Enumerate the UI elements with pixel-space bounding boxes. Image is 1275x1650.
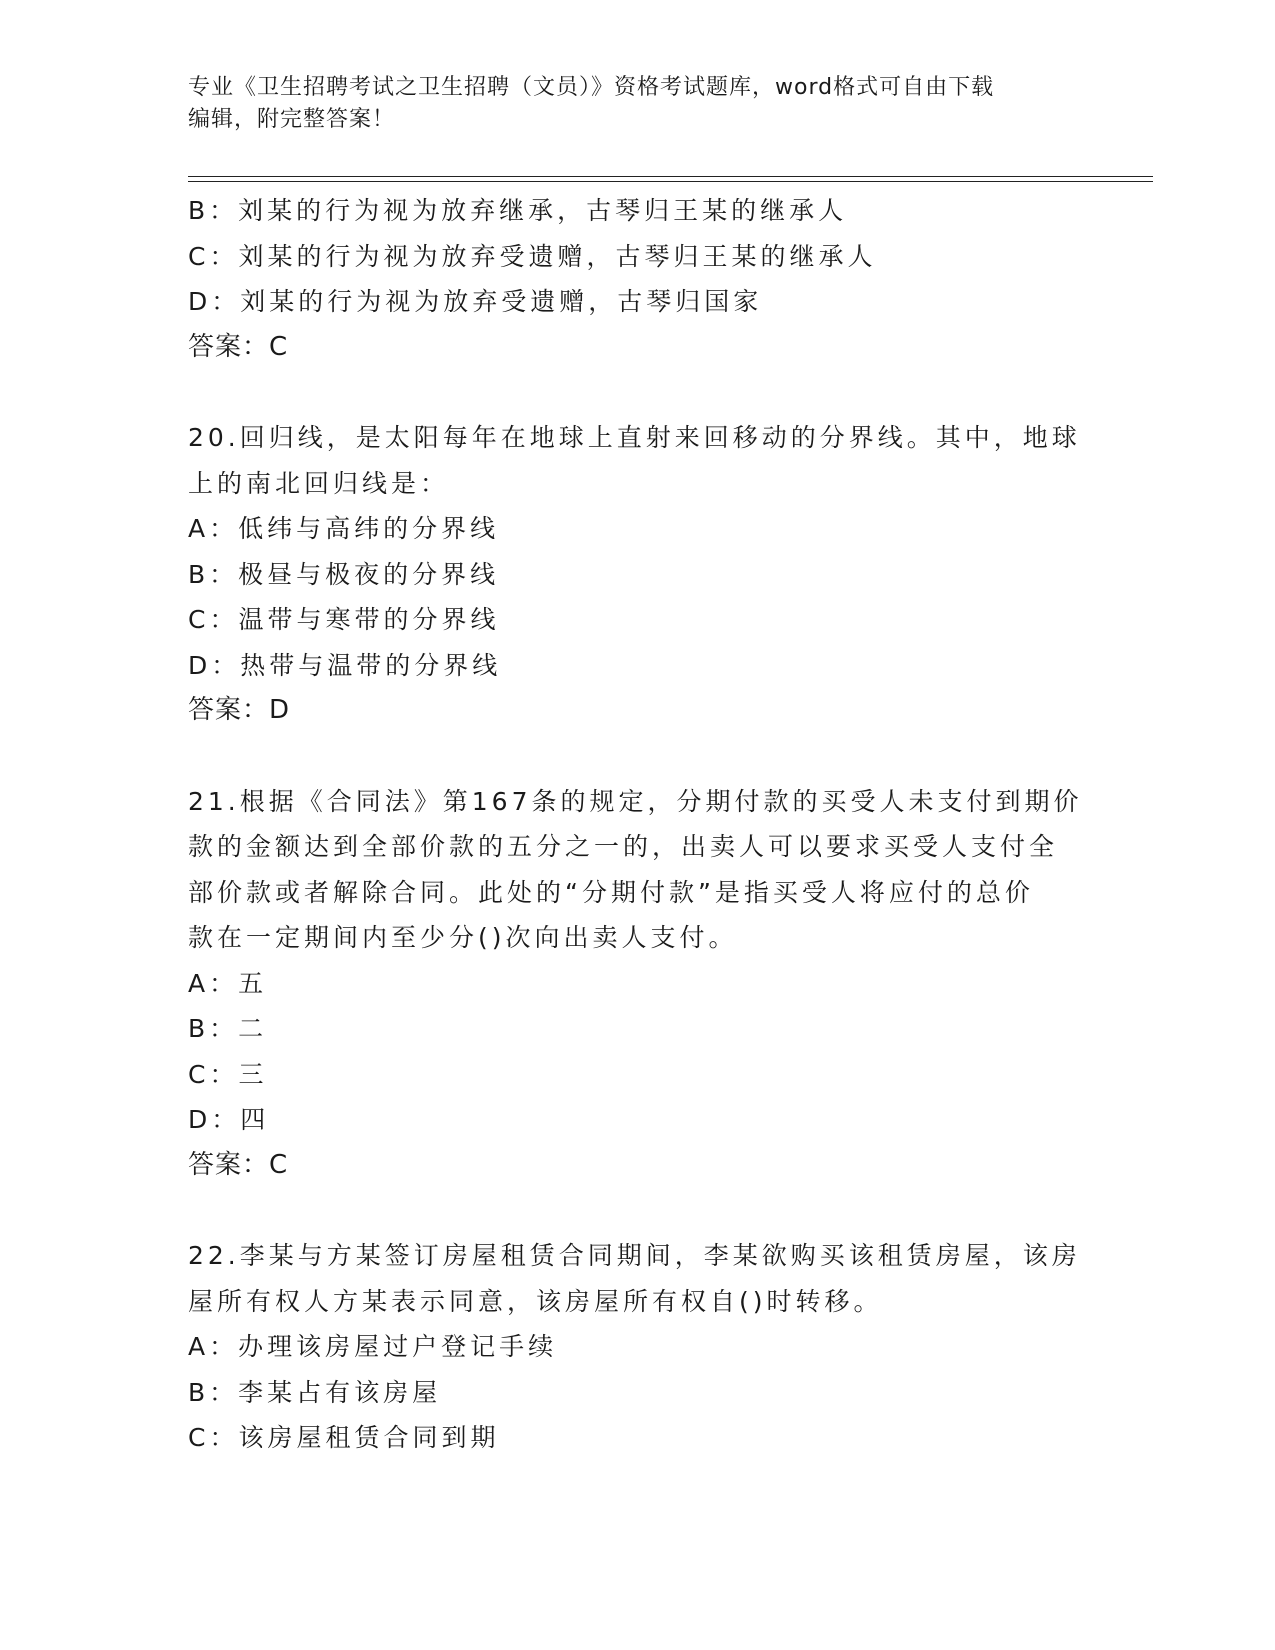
- spacer: [188, 370, 1088, 415]
- option-a: A：低纬与高纬的分界线: [188, 514, 500, 543]
- option-c: C：三: [188, 1059, 268, 1089]
- question-stem-line: 屋所有权人方某表示同意，该房屋所有权自()时转移。: [188, 1286, 883, 1316]
- header-line-1: 专业《卫生招聘考试之卫生招聘（文员）》资格考试题库，word格式可自由下载: [188, 75, 995, 100]
- question-stem-line: 上的南北回归线是：: [188, 468, 450, 498]
- answer-line: 答案：D: [188, 695, 291, 725]
- question-stem-line: 部价款或者解除合同。此处的“分期付款”是指买受人将应付的总价: [188, 877, 1034, 907]
- question-stem-line: 22.李某与方某签订房屋租赁合同期间，李某欲购买该租赁房屋，该房: [188, 1241, 1081, 1270]
- option-d: D：四: [188, 1105, 270, 1134]
- spacer: [188, 734, 1088, 779]
- document-header: [188, 72, 1088, 136]
- option-b: B：李某占有该房屋: [188, 1377, 442, 1407]
- question-20: [188, 415, 1088, 734]
- option-b: B：刘某的行为视为放弃继承，古琴归王某的继承人: [188, 196, 848, 225]
- header-divider: [188, 176, 1153, 182]
- question-stem-line: 款的金额达到全部价款的五分之一的，出卖人可以要求买受人支付全: [188, 832, 1059, 861]
- option-d: D：刘某的行为视为放弃受遗赠，古琴归国家: [188, 287, 763, 316]
- option-c: C：刘某的行为视为放弃受遗赠，古琴归王某的继承人: [188, 241, 877, 271]
- answer-line: 答案：C: [188, 331, 289, 362]
- question-stem-line: 20.回归线，是太阳每年在地球上直射来回移动的分界线。其中，地球: [188, 423, 1081, 452]
- option-c: C：温带与寒带的分界线: [188, 605, 500, 634]
- question-22: [188, 1233, 1088, 1461]
- option-b: B：极昼与极夜的分界线: [188, 559, 500, 589]
- option-c: C：该房屋租赁合同到期: [188, 1423, 500, 1452]
- question-21: [188, 779, 1088, 1189]
- question-stem-line: 21.根据《合同法》第167条的规定，分期付款的买受人未支付到期价: [188, 786, 1083, 816]
- option-a: A：办理该房屋过户登记手续: [188, 1332, 558, 1361]
- question-19-continued: [188, 188, 1088, 370]
- question-list: [188, 188, 1088, 1461]
- answer-line: 答案：C: [188, 1149, 289, 1180]
- header-line-2: 编辑，附完整答案！: [188, 107, 396, 132]
- question-stem-line: 款在一定期间内至少分()次向出卖人支付。: [188, 923, 738, 952]
- spacer: [188, 1188, 1088, 1233]
- option-a: A：五: [188, 968, 268, 998]
- option-d: D：热带与温带的分界线: [188, 650, 502, 680]
- option-b: B：二: [188, 1014, 268, 1043]
